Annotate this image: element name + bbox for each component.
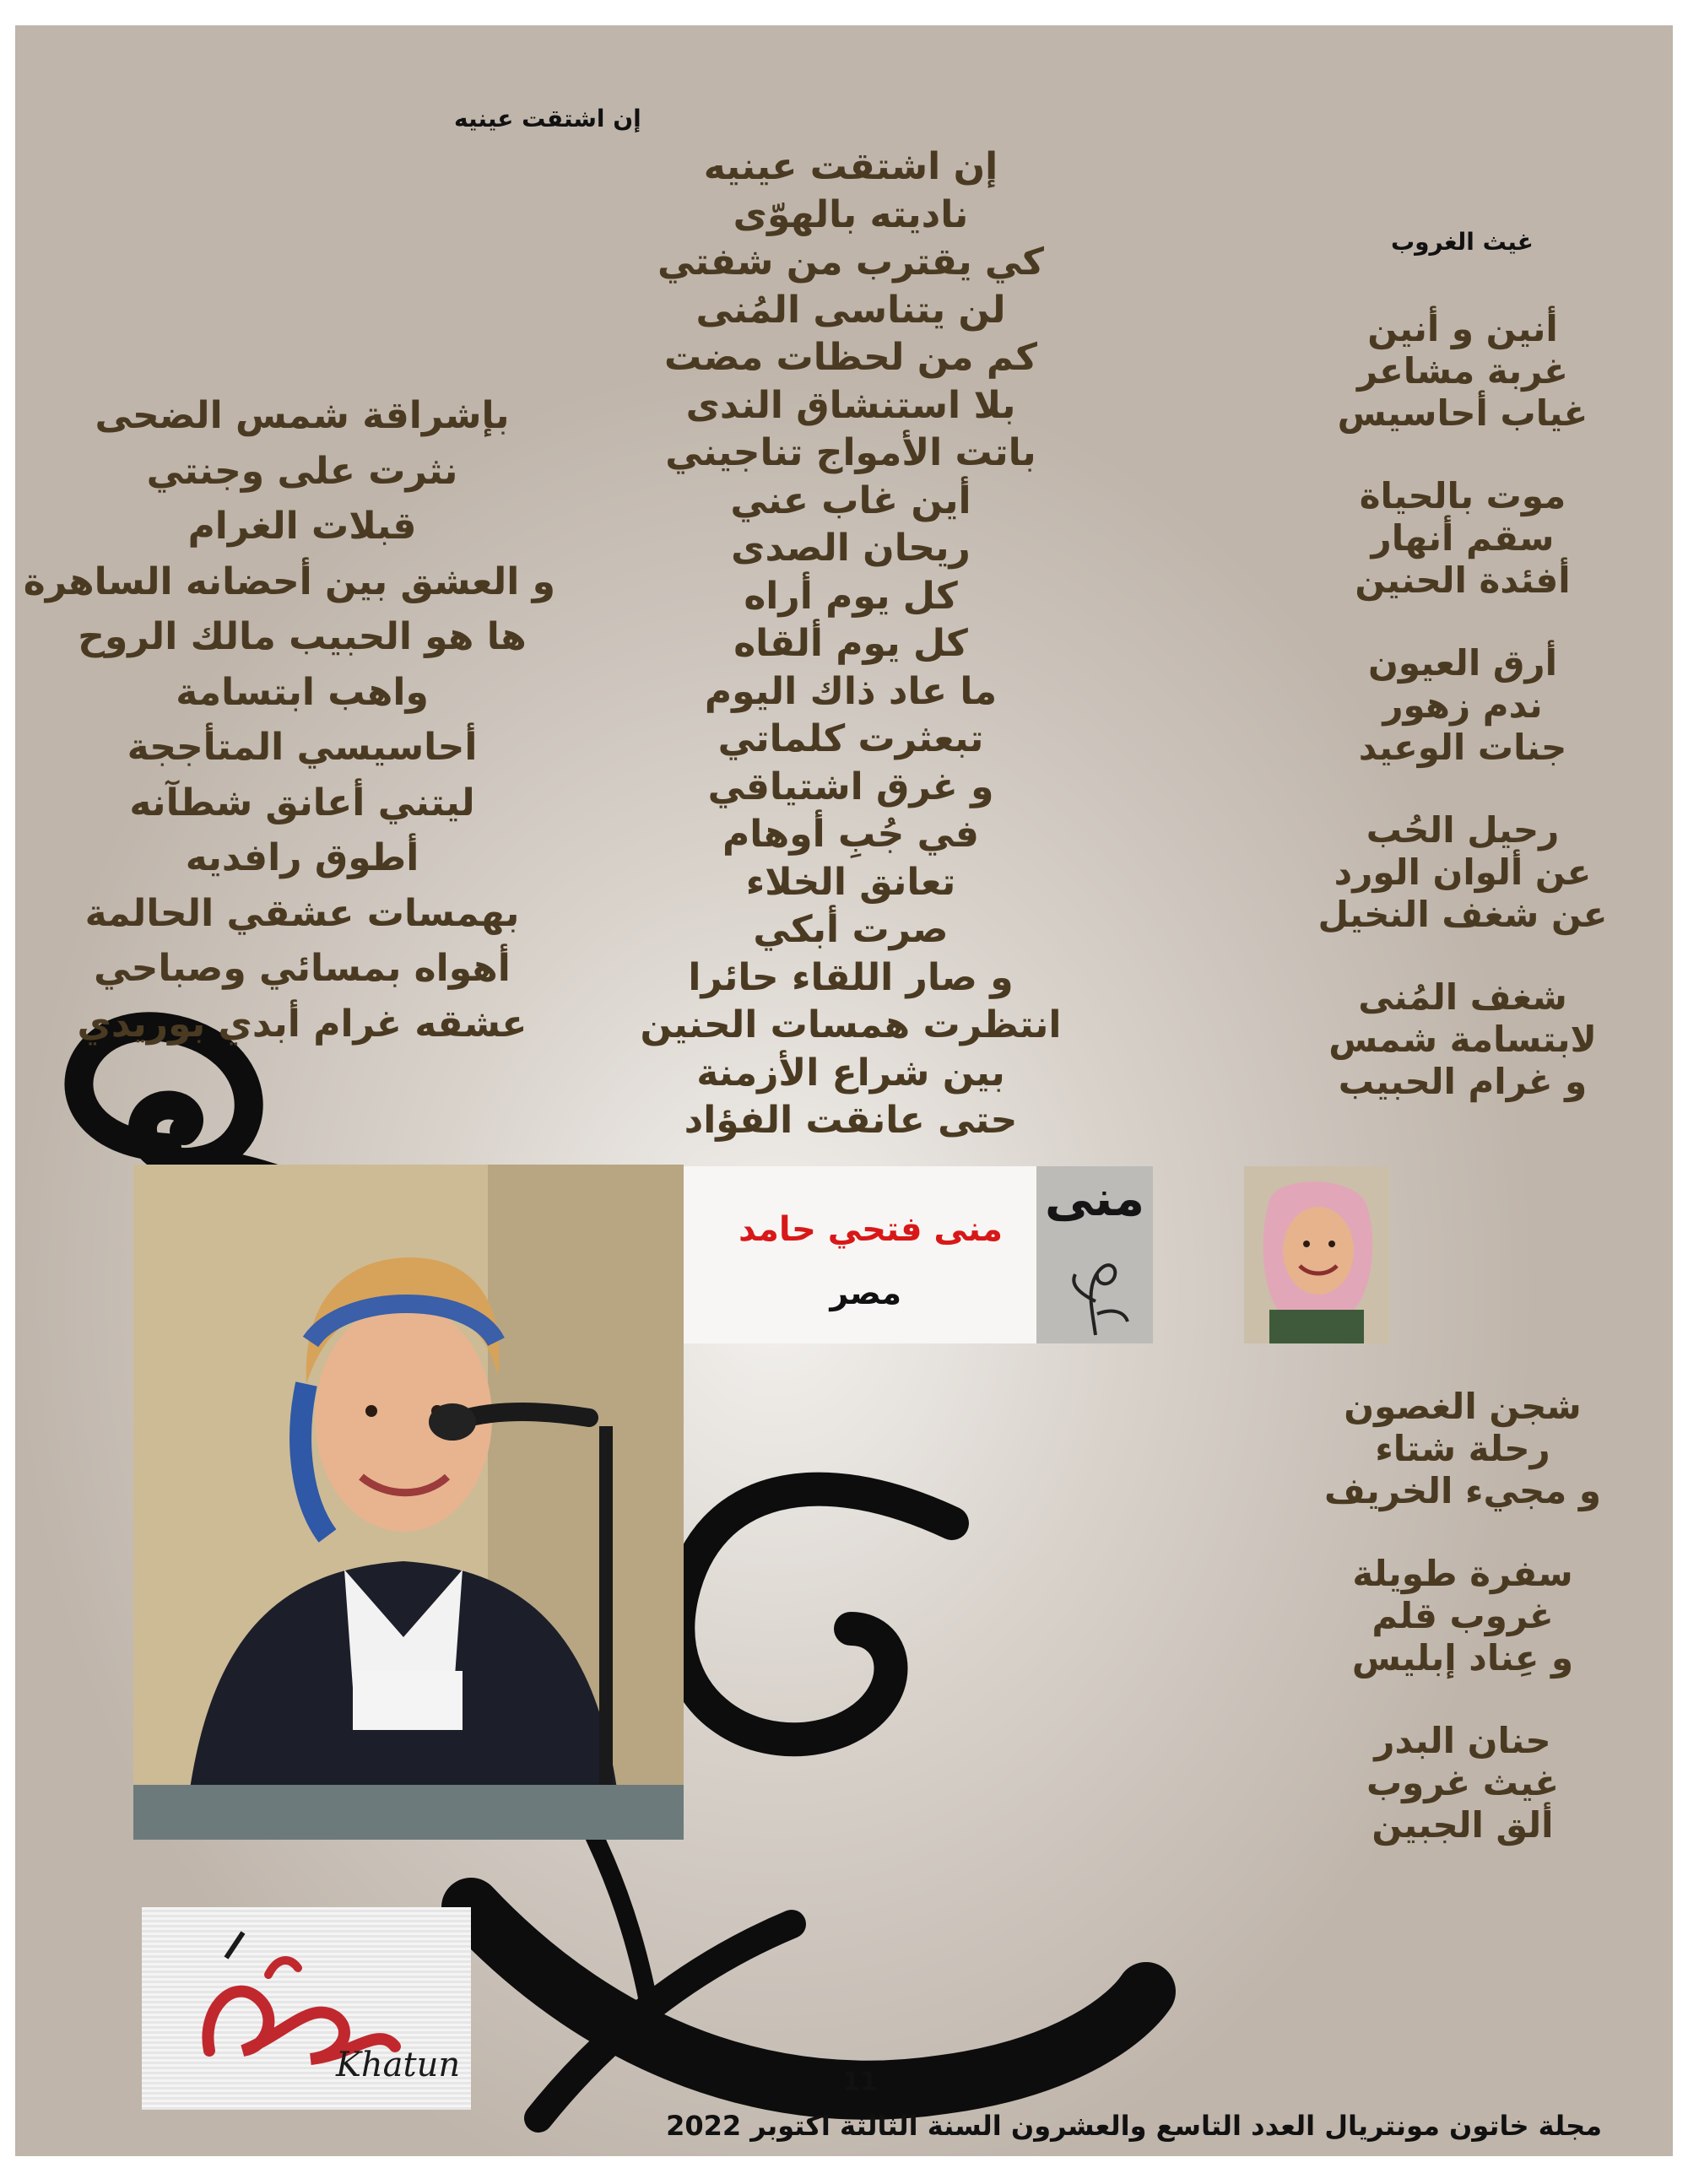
poem-line: حتى عانقت الفؤاد [684, 1099, 1018, 1142]
stanza [1264, 642, 1661, 769]
poem-line: و غرق اشتياقي [707, 765, 994, 808]
author-country: مصر [830, 1274, 901, 1311]
poem-line: أحاسيسي المتأججة [127, 726, 478, 769]
poem-line: عشقه غرام أبدي بوريدي [77, 1002, 528, 1046]
poem-line: ناديته بالهوّى [733, 192, 969, 236]
poem-line: سفرة طويلة [1352, 1553, 1573, 1594]
poem-line: صرت أبكي [753, 908, 949, 951]
poem-line: شجن الغصون [1344, 1386, 1582, 1427]
poem-line: غياب أحاسيس [1337, 392, 1588, 434]
poem-line: أرق العيون [1368, 642, 1557, 684]
stanza [1264, 1720, 1661, 1846]
poem-line: عن شغف النخيل [1317, 894, 1608, 935]
author-photo-illustration [133, 1165, 684, 1840]
poem-line: نثرت على وجنتي [146, 449, 458, 493]
poem-line: لن يتناسى المُنى [695, 288, 1006, 332]
poem-line: و مجيء الخريف [1324, 1470, 1601, 1511]
poem-line: جنات الوعيد [1358, 727, 1567, 768]
poem-right-top [1264, 308, 1661, 1103]
poem-line: كل يوم ألقاه [733, 622, 968, 665]
poem-line: ريحان الصدى [731, 527, 971, 570]
poem-line: كم من لحظات مضت [664, 336, 1037, 379]
poem-line: حنان البدر [1374, 1720, 1551, 1761]
poem-line: سقم أنهار [1371, 517, 1555, 559]
poem-line: قبلات الغرام [187, 505, 417, 548]
poem-middle [589, 143, 1112, 1145]
poem-middle-title: إن اشتقت عينيه [454, 105, 641, 132]
poem-line: بهمسات عشقي الحالمة [84, 891, 520, 935]
svg-text:Khatun: Khatun [336, 2046, 461, 2084]
signature-box [1036, 1166, 1153, 1343]
poem-line: و صار اللقاء حائرا [688, 955, 1014, 999]
poem-line: و عِناد إبليس [1351, 1637, 1574, 1679]
poem-line: غربة مشاعر [1356, 350, 1568, 392]
author-name: منى فتحي حامد [738, 1210, 1003, 1249]
poem-line: في جُبِ أوهام [722, 813, 979, 856]
magazine-page [15, 25, 1673, 2156]
poem-line: و غرام الحبيب [1338, 1061, 1588, 1102]
magazine-logo [142, 1907, 471, 2110]
poem-line: رحيل الحُب [1366, 809, 1560, 851]
poem-right-title: غيث الغروب [1391, 228, 1534, 256]
poem-line: ما عاد ذاك اليوم [704, 669, 998, 713]
poem-line: باتت الأمواج تناجيني [665, 431, 1036, 474]
poem-line: ألق الجبين [1372, 1804, 1554, 1846]
poem-line: أهواه بمسائي وصباحي [94, 947, 511, 990]
poem-line: واهب ابتسامة [176, 670, 429, 714]
poem-line: أطوق رافديه [185, 836, 419, 879]
poem-line: إن اشتقت عينيه [703, 145, 998, 188]
poem-line: أفئدة الحنين [1355, 560, 1571, 601]
stanza [1264, 1386, 1661, 1512]
poem-line: عن ألوان الورد [1334, 851, 1592, 893]
poem-line: رحلة شتاء [1375, 1428, 1550, 1469]
flourish-icon [1036, 1166, 1153, 1343]
author-portrait-illustration [1244, 1166, 1389, 1343]
page-number: 11 [842, 2068, 878, 2097]
stanza [1264, 475, 1661, 602]
poem-line: أين غاب عني [730, 478, 971, 522]
author-photo [133, 1165, 684, 1840]
author-name-box [684, 1166, 1036, 1343]
poem-line: بين شراع الأزمنة [696, 1051, 1005, 1095]
poem-line: ليتني أعانق شطآنه [129, 781, 475, 824]
poem-line: تبعثرت كلماتي [717, 717, 984, 760]
poem-line: بإشراقة شمس الضحى [95, 394, 510, 437]
poem-line: ها هو الحبيب مالك الروح [78, 615, 527, 658]
poem-line: انتظرت همسات الحنين [640, 1003, 1062, 1046]
poem-right-bottom [1264, 1386, 1661, 1846]
poem-line: كل يوم أراه [744, 574, 958, 618]
poem-left [23, 388, 555, 1051]
khatun-logo-icon [142, 1907, 471, 2110]
footer-caption: مجلة خاتون مونتريال العدد التاسع والعشرون السنة الثالثة اكتوبر 2022 [666, 2110, 1602, 2142]
poem-line: تعانق الخلاء [745, 860, 956, 904]
poem-line: شغف المُنى [1358, 976, 1567, 1018]
stanza [1264, 809, 1661, 936]
stanza [1264, 308, 1661, 435]
poem-line: بلا استنشاق الندى [685, 383, 1016, 427]
poem-line: و العشق بين أحضانه الساهرة [23, 560, 555, 603]
poem-line: ندم زهور [1382, 684, 1543, 726]
signature-text: منى [1044, 1170, 1145, 1227]
poem-line: كي يقترب من شفتي [657, 241, 1045, 284]
stanza [1264, 1553, 1661, 1679]
poem-line: لابتسامة شمس [1328, 1019, 1597, 1060]
poem-line: غروب قلم [1372, 1595, 1554, 1636]
stanza [1264, 976, 1661, 1103]
author-portrait [1244, 1166, 1389, 1343]
poem-line: موت بالحياة [1359, 475, 1566, 516]
poem-line: أنين و أنين [1367, 308, 1558, 349]
poem-line: غيث غروب [1366, 1762, 1560, 1803]
